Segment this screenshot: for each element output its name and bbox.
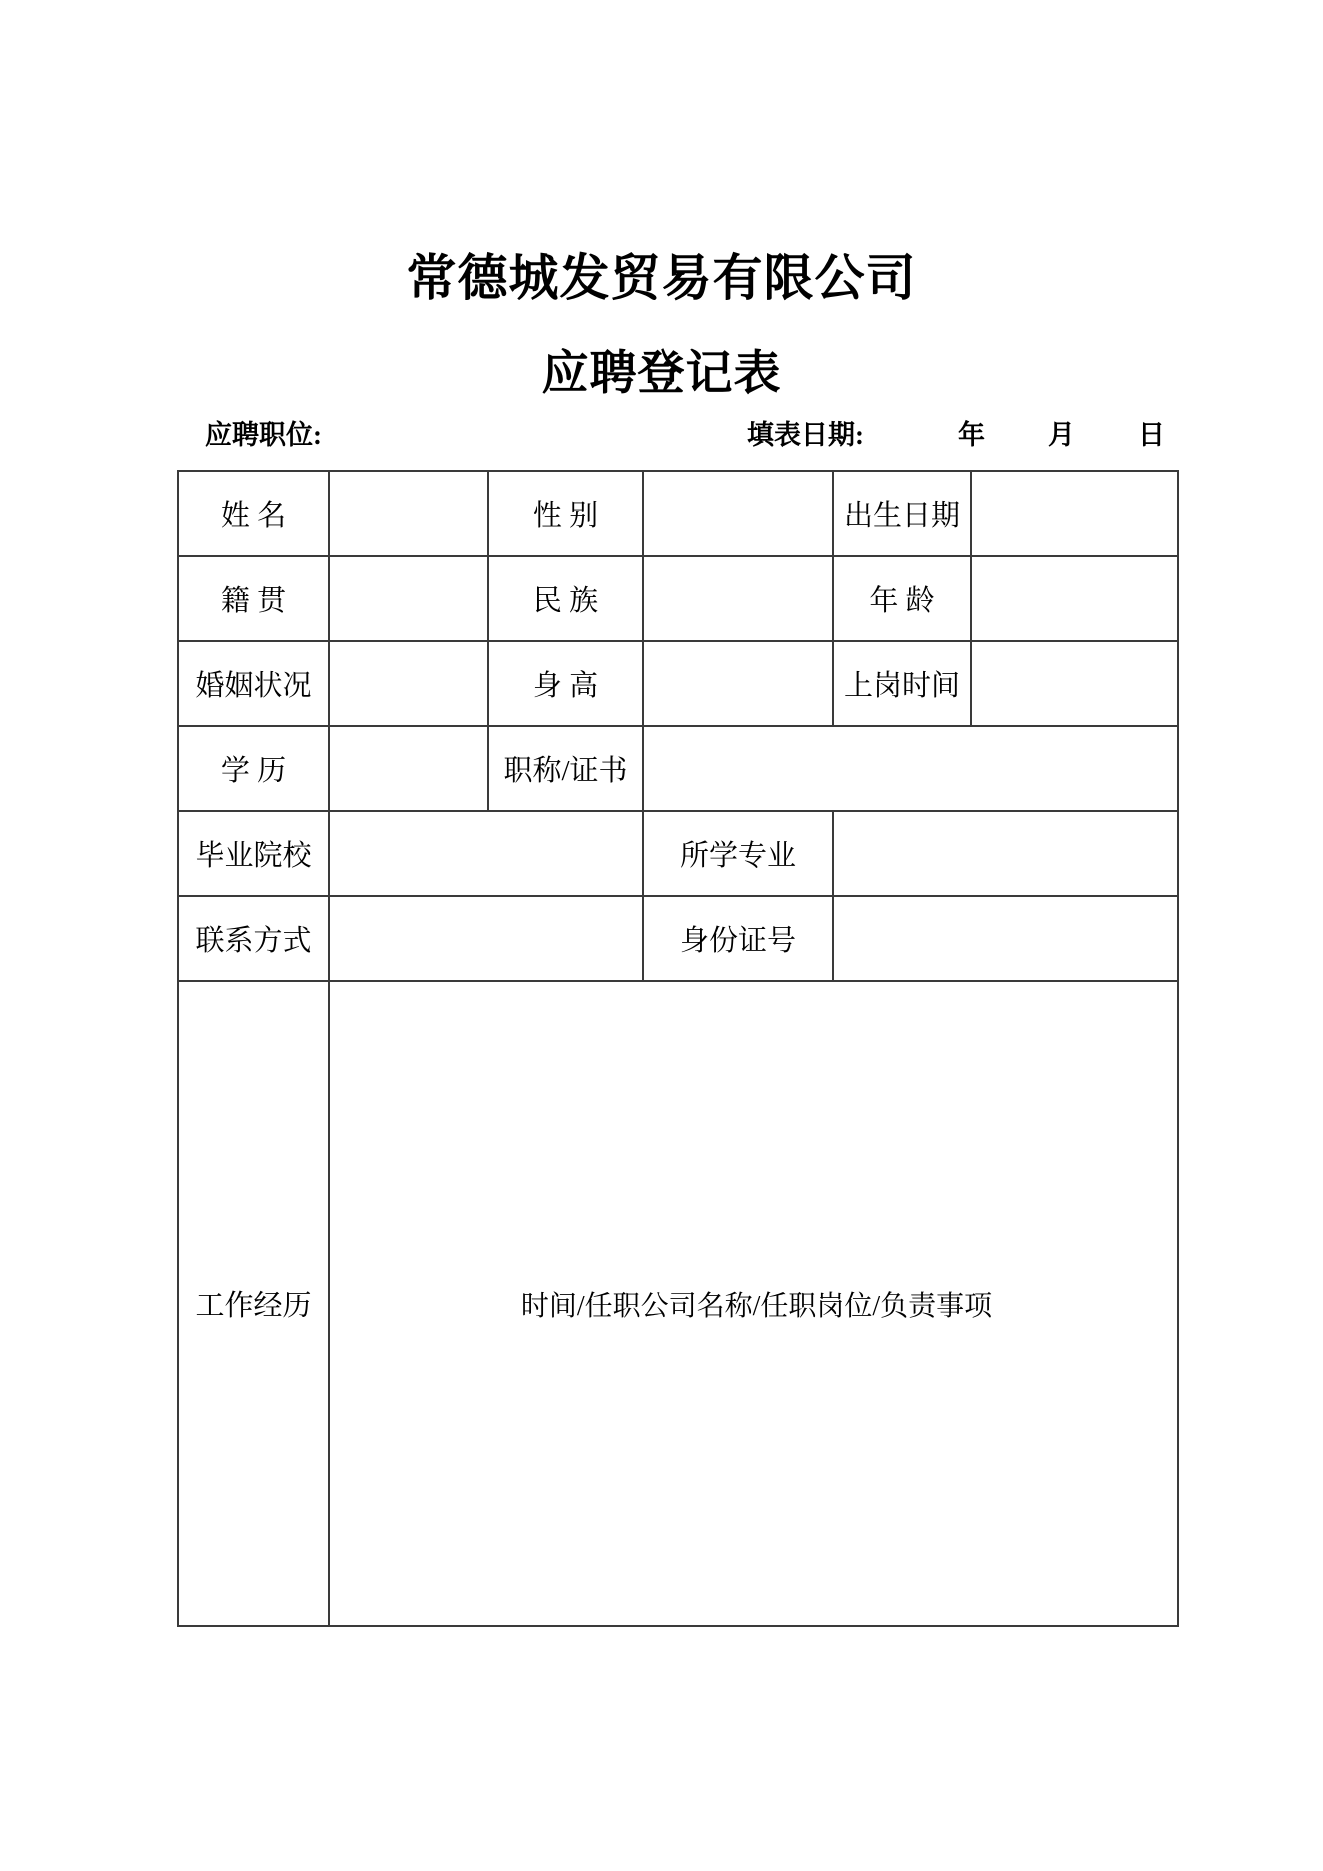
id-number-label: 身份证号: [643, 896, 833, 981]
title-certificate-label: 职称/证书: [488, 726, 643, 811]
form-title: 应聘登记表: [541, 348, 782, 400]
title-certificate-value-cell[interactable]: [643, 726, 1178, 811]
native-place-label: 籍 贯: [178, 556, 329, 641]
meta-row: [0, 414, 1323, 456]
height-label: 身 高: [488, 641, 643, 726]
marital-status-value-cell[interactable]: [329, 641, 488, 726]
date-day-input-area[interactable]: [1082, 414, 1132, 454]
graduate-school-label: 毕业院校: [178, 811, 329, 896]
date-year-input-area[interactable]: [898, 414, 953, 454]
native-place-value-cell[interactable]: [329, 556, 488, 641]
date-month-input-area[interactable]: [992, 414, 1042, 454]
age-value-cell[interactable]: [971, 556, 1178, 641]
education-value-cell[interactable]: [329, 726, 488, 811]
table-row: [178, 641, 1178, 726]
table-row: [178, 981, 1178, 1626]
birth-date-value-cell[interactable]: [971, 471, 1178, 556]
fill-date-label: 填表日期:: [747, 420, 864, 450]
table-row: [178, 811, 1178, 896]
work-experience-content-cell[interactable]: [329, 981, 1178, 1626]
onboard-time-value-cell[interactable]: [971, 641, 1178, 726]
contact-value-cell[interactable]: [329, 896, 643, 981]
position-input-area[interactable]: [345, 414, 605, 454]
table-row: [178, 556, 1178, 641]
graduate-school-value-cell[interactable]: [329, 811, 643, 896]
marital-status-label: 婚姻状况: [178, 641, 329, 726]
age-label: 年 龄: [833, 556, 971, 641]
registration-table: [177, 470, 1179, 1627]
major-value-cell[interactable]: [833, 811, 1178, 896]
name-label: 姓 名: [178, 471, 329, 556]
major-label: 所学专业: [643, 811, 833, 896]
contact-label: 联系方式: [178, 896, 329, 981]
education-label: 学 历: [178, 726, 329, 811]
date-month-label: 月: [1048, 420, 1075, 450]
table-row: [178, 896, 1178, 981]
table-row: [178, 726, 1178, 811]
work-experience-label: 工作经历: [178, 981, 329, 1626]
id-number-value-cell[interactable]: [833, 896, 1178, 981]
table-row: [178, 471, 1178, 556]
company-title: 常德城发贸易有限公司: [406, 250, 917, 306]
birth-date-label: 出生日期: [833, 471, 971, 556]
height-value-cell[interactable]: [643, 641, 833, 726]
date-day-label: 日: [1138, 420, 1165, 450]
gender-label: 性 别: [488, 471, 643, 556]
date-year-label: 年: [958, 420, 985, 450]
name-value-cell[interactable]: [329, 471, 488, 556]
work-experience-hint: 时间/任职公司名称/任职岗位/负责事项: [520, 1290, 993, 1322]
gender-value-cell[interactable]: [643, 471, 833, 556]
onboard-time-label: 上岗时间: [833, 641, 971, 726]
position-label: 应聘职位:: [205, 420, 322, 450]
ethnicity-label: 民 族: [488, 556, 643, 641]
ethnicity-value-cell[interactable]: [643, 556, 833, 641]
